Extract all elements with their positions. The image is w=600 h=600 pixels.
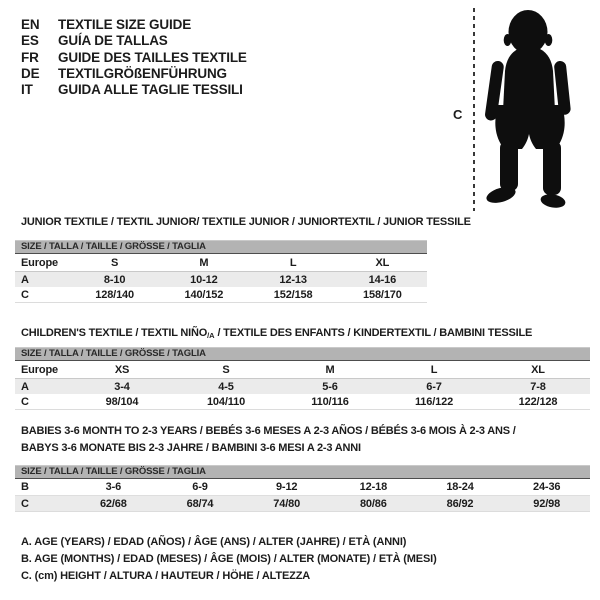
size-header-band: SIZE / TALLA / TAILLE / GRÖSSE / TAGLIA [15,241,427,254]
children-columns-row [15,361,590,379]
footnote-b: B. AGE (MONTHS) / EDAD (MESES) / ÂGE (MOIS) / ALTER (MONATE) / ETÀ (MESI) [21,553,437,566]
lang-title: GUIDA ALLE TAGLIE TESSILI [58,82,243,98]
row-label: B [21,481,29,493]
footnotes-block [21,534,437,586]
lang-code: FR [21,49,39,65]
dashed-measure-line-icon [473,8,475,211]
size-col: L [289,256,297,269]
height-value: 68/74 [186,497,214,510]
age-value: 6-9 [192,481,208,493]
lang-code: DE [21,65,40,81]
row-label: C [21,497,29,510]
junior-height-row [15,287,427,303]
age-value: 9-12 [275,481,298,493]
age-value: 8-10 [103,273,126,286]
language-title-block [21,17,247,98]
babies-table-title-line2: BABYS 3-6 MONATE BIS 2-3 JAHRE / BAMBINI 3-6 MESI A 2-3 ANNI [21,442,361,454]
lang-row-en [21,17,247,33]
height-value: 104/110 [206,395,246,408]
lang-title: GUIDE DES TAILLES TEXTILE [58,49,247,65]
footnote-a: A. AGE (YEARS) / EDAD (AÑOS) / ÂGE (ANS) / ALTER (JAHRE) / ETÀ (ANNI) [21,536,407,548]
size-header-band: SIZE / TALLA / TAILLE / GRÖSSE / TAGLIA [15,348,590,361]
height-value: 80/86 [359,497,387,510]
lang-row-it [21,82,247,98]
height-value: 98/104 [105,395,139,408]
babies-age-row [15,479,590,496]
lang-title: GUÍA DE TALLAS [58,33,168,49]
lang-code: IT [21,82,33,98]
height-value: 140/152 [184,288,224,301]
junior-age-row [15,272,427,287]
junior-columns-row [15,254,427,272]
junior-size-table [15,240,427,303]
region-label: Europe [21,363,58,376]
lang-code: EN [21,17,40,32]
age-value: 18-24 [446,481,474,493]
babies-height-row [15,496,590,512]
height-value: 122/128 [518,395,558,408]
height-value: 116/122 [414,395,454,408]
height-value: 158/170 [363,288,402,301]
toddler-silhouette-icon [480,5,580,215]
age-value: 14-16 [368,273,397,286]
age-value: 3-6 [105,481,122,493]
height-value: 152/158 [273,288,313,301]
height-value: 92/98 [533,497,561,510]
junior-table-title: JUNIOR TEXTILE / TEXTIL JUNIOR/ TEXTILE JUNIOR / JUNIORTEXTIL / JUNIOR TESSILE [21,216,471,228]
age-value: 12-18 [359,481,388,493]
children-title-subscript: /A [207,331,215,340]
row-label: A [21,273,29,286]
height-value: 74/80 [273,497,301,510]
size-col: XL [375,256,390,269]
region-label: Europe [21,256,58,269]
lang-row-es [21,33,247,49]
size-header-band: SIZE / TALLA / TAILLE / GRÖSSE / TAGLIA [15,466,590,479]
age-value: 24-36 [533,481,561,493]
size-col: S [111,256,119,269]
age-value: 5-6 [322,380,338,393]
size-col: XL [531,363,545,376]
height-measure-label: C [453,107,463,122]
age-value: 6-7 [426,380,442,393]
children-title-prefix: CHILDREN'S TEXTILE / TEXTIL NIÑO [21,327,208,339]
age-value: 12-13 [279,273,307,286]
age-value: 7-8 [530,380,546,393]
lang-title: TEXTILE SIZE GUIDE [58,17,192,32]
size-col: L [430,363,438,376]
age-value: 3-4 [114,380,130,393]
height-value: 62/68 [99,497,127,510]
size-col: XS [114,363,130,376]
lang-title: TEXTILGRÖßENFÜHRUNG [58,65,227,81]
age-value: 10-12 [190,273,218,286]
height-value: 110/116 [311,395,349,408]
children-height-row [15,394,590,410]
children-age-row [15,379,590,394]
row-label: C [21,395,29,408]
children-table-title [21,327,532,340]
height-value: 128/140 [95,288,134,301]
size-col: M [325,363,335,376]
children-title-suffix: / TEXTILE DES ENFANTS / KINDERTEXTIL / BAMBINI TESSILE [214,327,533,339]
age-value: 4-5 [218,380,234,393]
row-label: C [21,288,29,301]
size-col: M [199,256,209,269]
lang-code: ES [21,33,39,49]
footnote-c: C. (cm) HEIGHT / ALTURA / HAUTEUR / HÖHE / ALTEZZA [21,570,311,583]
babies-table-title-line1: BABIES 3-6 MONTH TO 2-3 YEARS / BEBÉS 3-6 MESES A 2-3 AÑOS / BÉBÉS 3-6 MOIS À 2-3 ANS / [21,425,516,437]
lang-row-de [21,66,247,82]
children-size-table [15,347,590,410]
babies-size-table [15,465,590,512]
height-value: 86/92 [446,497,474,510]
row-label: A [21,380,29,393]
lang-row-fr [21,50,247,66]
size-col: S [222,363,230,376]
